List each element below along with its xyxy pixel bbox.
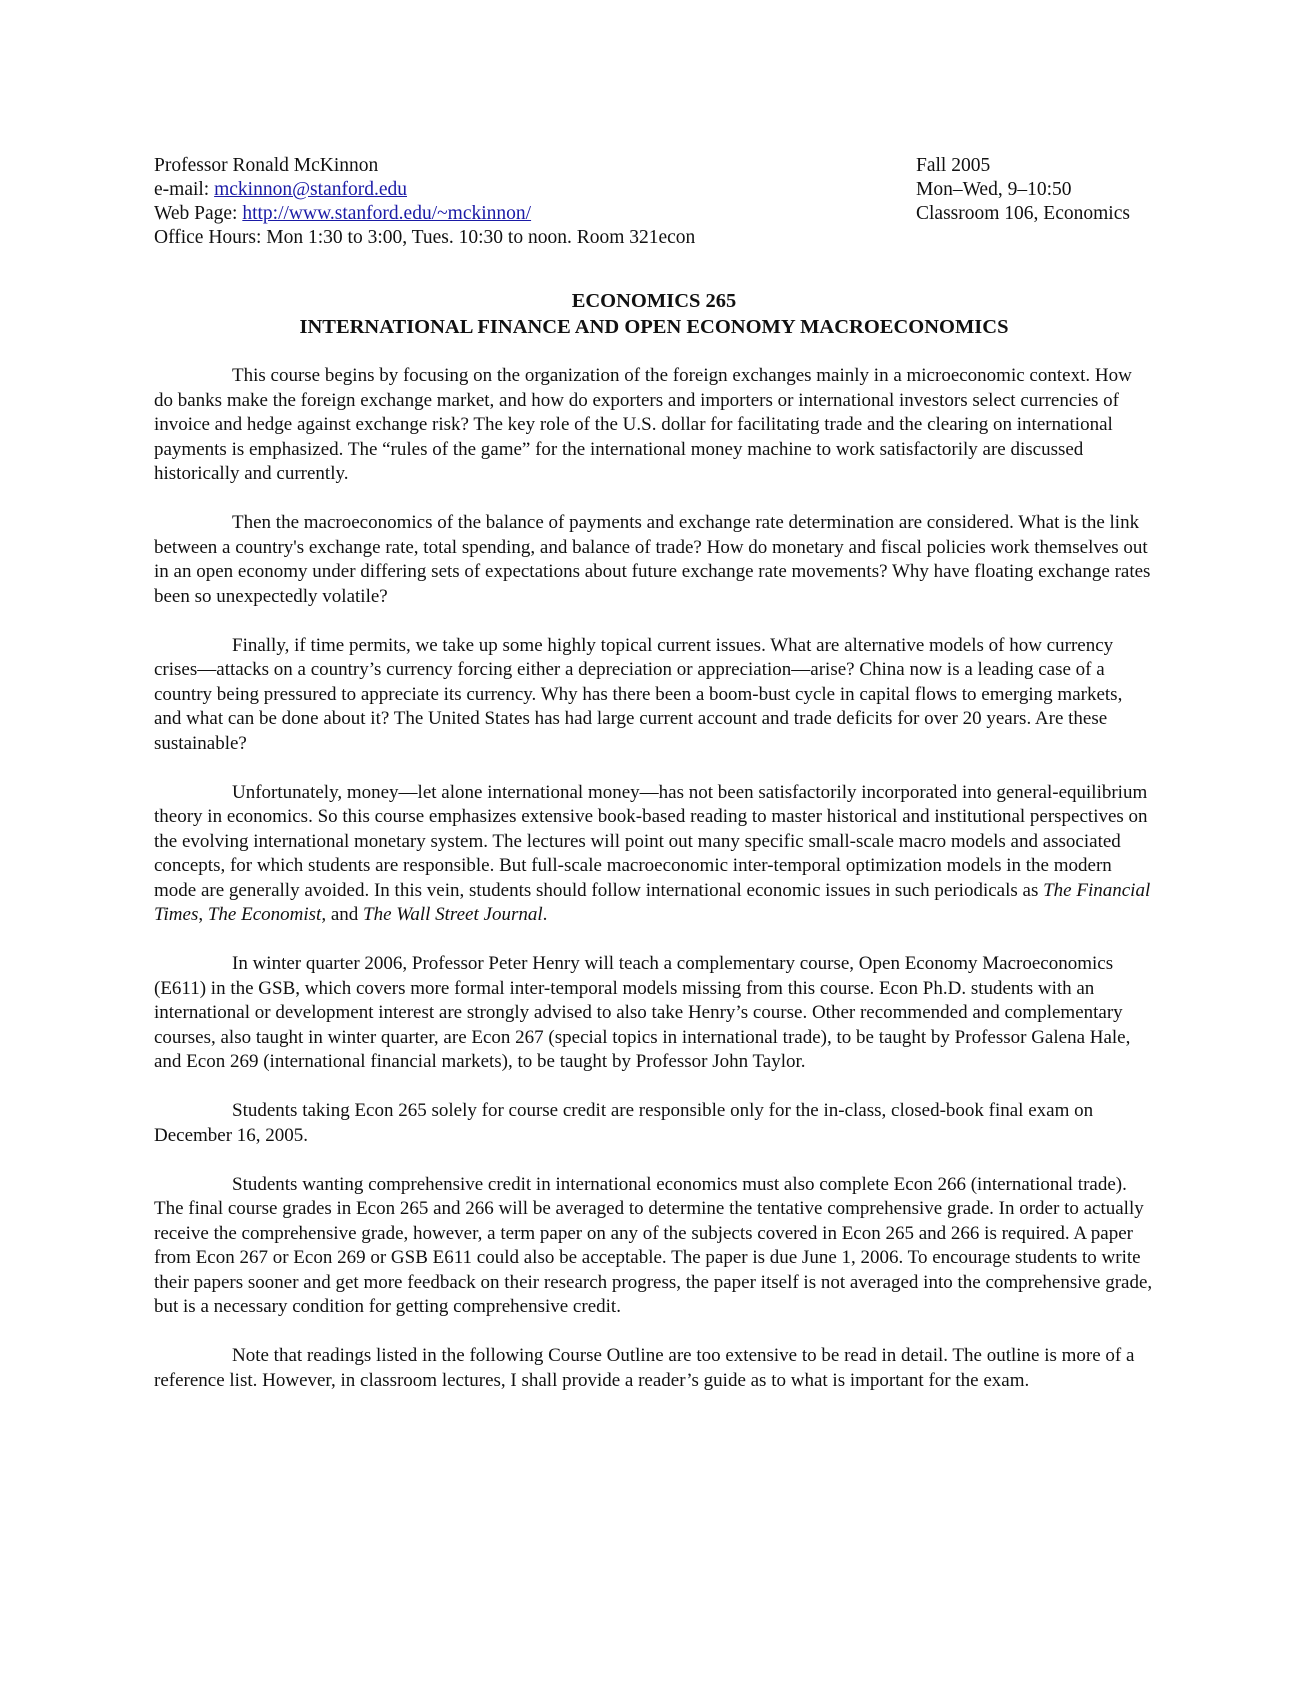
periodical-economist: The Economist, (207, 904, 327, 925)
course-number: ECONOMICS 265 (571, 290, 737, 312)
periodical-financial-times: The Financial Times (154, 879, 1151, 925)
classroom: Classroom 106, Economics (916, 203, 1130, 224)
paragraph-4 (154, 781, 1154, 928)
paragraph-6: Students taking Econ 265 solely for course credit are responsible only for the in-class, closed-book final exam on December 16, 2005. (154, 1100, 1094, 1146)
periodical-wall-street-journal: The Wall Street Journal (363, 904, 543, 925)
period: . (542, 904, 548, 925)
separator: and (326, 904, 364, 925)
term: Fall 2005 (916, 155, 991, 176)
paragraph-5: In winter quarter 2006, Professor Peter Henry will teach a complementary course, Open Economy Macroeconomics (E611) in the GSB, which covers more formal inter-temporal models missing from this course. Econ Ph.D. students with an international or development interest are strongly advised to also take Henry’s course. Other recommended and complementary courses, also taught in winter quarter, are Econ 267 (special topics in international trade), to be taught by Professor Galena Hale, and Econ 269 (international financial markets), to be taught by Professor John Taylor. (154, 953, 1131, 1072)
document-title (154, 288, 1154, 340)
document-body (154, 364, 1154, 1393)
paragraph-4-text: Unfortunately, money—let alone international money—has not been satisfactorily incorporated into general-equilibrium theory in economics. So this course emphasizes extensive book-based reading to master historical and institutional perspectives on the evolving international monetary system. The lectures will point out many specific small-scale macro models and associated concepts, for which students are responsible. But full-scale macroeconomic inter-temporal optimization models in the modern mode are generally avoided. In this vein, students should follow international economic issues in such periodicals as (154, 781, 1148, 901)
paragraph-1: This course begins by focusing on the organization of the foreign exchanges mainly in a microeconomic context. How do banks make the foreign exchange market, and how do exporters and importers or international investors select currencies of invoice and hedge against exchange risk? The key role of the U.S. dollar for facilitating trade and the clearing on international payments is emphasized. The “rules of the game” for the international money machine to work satisfactorily are discussed historically and currently. (154, 365, 1132, 484)
paragraph-3: Finally, if time permits, we take up some highly topical current issues. What are alternative models of how currency crises—attacks on a country’s currency forcing either a depreciation or appreciation—arise? China now is a leading case of a country being pressured to appreciate its currency. Why has there been a boom-bust cycle in capital flows to emerging markets, and what can be done about it? The United States has had large current account and trade deficits for over 20 years. Are these sustainable? (154, 634, 1123, 754)
paragraph-7: Students wanting comprehensive credit in international economics must also complete Econ 266 (international trade). The final course grades in Econ 265 and 266 will be averaged to determine the tentative comprehensive grade. In order to actually receive the comprehensive grade, however, a term paper on any of the subjects covered in Econ 265 and 266 is required. A paper from Econ 267 or Econ 269 or GSB E611 could also be acceptable. The paper is due June 1, 2006. To encourage students to write their papers sooner and get more feedback on their research progress, the paper itself is not averaged into the comprehensive grade, but is a necessary condition for getting comprehensive credit. (154, 1173, 1153, 1317)
schedule: Mon–Wed, 9–10:50 (916, 179, 1072, 200)
header (154, 154, 1154, 250)
professor-name: Professor Ronald McKinnon (154, 155, 379, 176)
paragraph-8: Note that readings listed in the following Course Outline are too extensive to be read in detail. The outline is more of a reference list. However, in classroom lectures, I shall provide a reader’s guide as to what is important for the exam. (154, 1345, 1135, 1391)
web-page-line (154, 202, 854, 226)
email-link[interactable]: mckinnon@stanford.edu (214, 179, 407, 200)
header-right-block (916, 154, 1176, 226)
course-name: INTERNATIONAL FINANCE AND OPEN ECONOMY MACROECONOMICS (299, 316, 1009, 338)
separator: , (198, 904, 208, 925)
email-line (154, 178, 854, 202)
email-label: e-mail: (154, 179, 215, 200)
web-page-label: Web Page: (154, 203, 243, 224)
office-hours: Office Hours: Mon 1:30 to 3:00, Tues. 10:30 to noon. Room 321econ (154, 227, 696, 248)
header-left-block (154, 154, 854, 250)
paragraph-2: Then the macroeconomics of the balance of payments and exchange rate determination are considered. What is the link between a country's exchange rate, total spending, and balance of trade? How do monetary and fiscal policies work themselves out in an open economy under differing sets of expectations about future exchange rate movements? Why have floating exchange rates been so unexpectedly volatile? (154, 512, 1151, 607)
web-page-link[interactable]: http://www.stanford.edu/~mckinnon/ (242, 203, 532, 224)
